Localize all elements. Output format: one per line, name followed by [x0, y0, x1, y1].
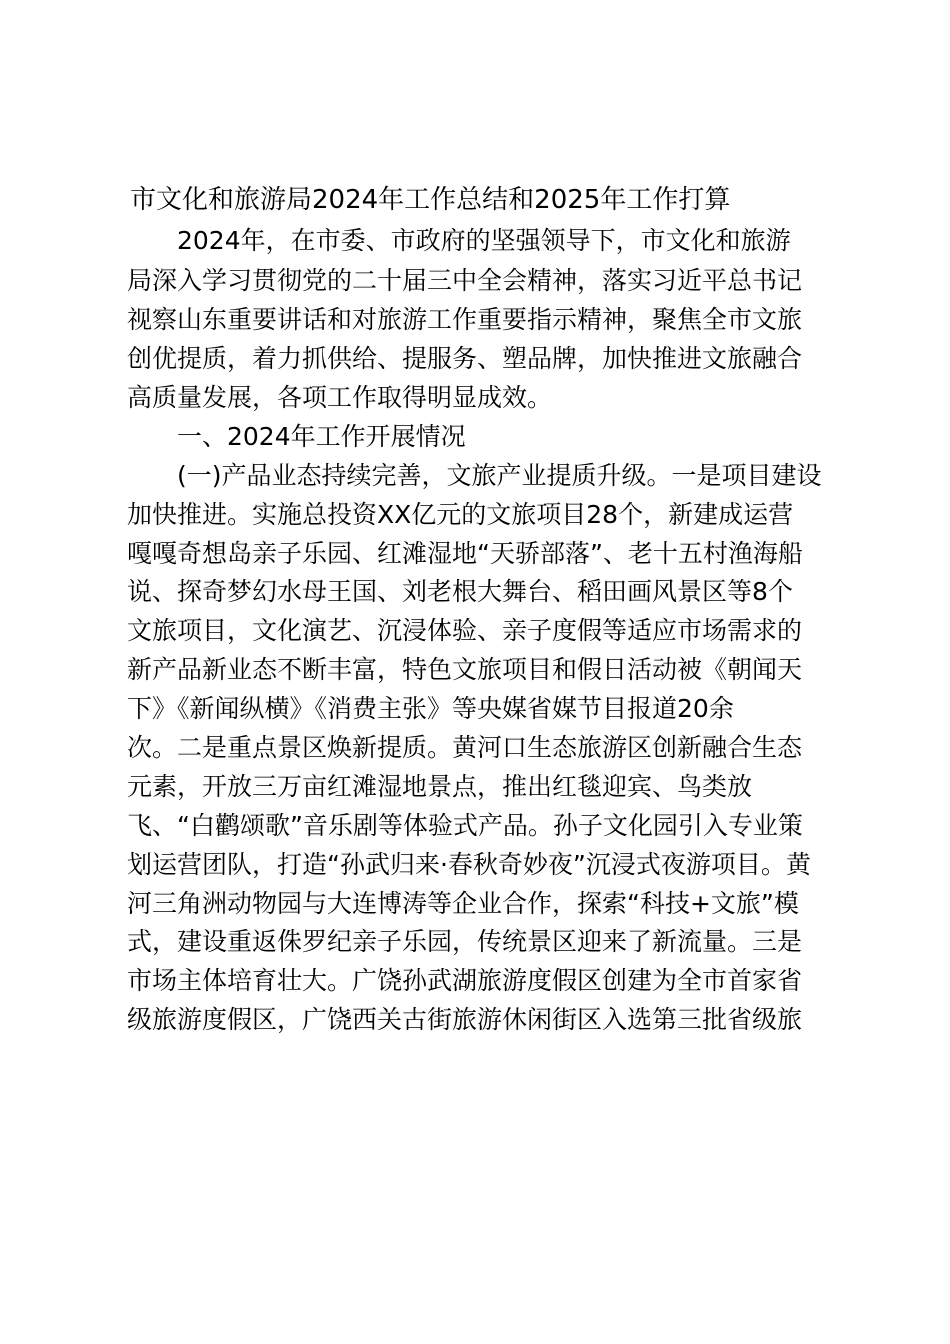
body-line: 一、2024年工作开展情况	[177, 422, 466, 451]
body-line: 级旅游度假区，广饶西关古街旅游休闲街区入选第三批省级旅	[127, 1005, 803, 1034]
body-line: (一)产品业态持续完善，文旅产业提质升级。一是项目建设	[177, 461, 822, 490]
body-line: 市场主体培育壮大。广饶孙武湖旅游度假区创建为全市首家省	[127, 966, 803, 995]
body-line: 创优提质，着力抓供给、提服务、塑品牌，加快推进文旅融合	[127, 344, 803, 373]
body-line: 2024年，在市委、市政府的坚强领导下，市文化和旅游	[177, 226, 791, 255]
body-line: 文旅项目，文化演艺、沉浸体验、亲子度假等适应市场需求的	[127, 616, 803, 645]
body-line: 次。二是重点景区焕新提质。黄河口生态旅游区创新融合生态	[127, 733, 803, 762]
body-line: 下》《新闻纵横》《消费主张》等央媒省媒节目报道20余	[127, 694, 734, 723]
body-line: 新产品新业态不断丰富，特色文旅项目和假日活动被《朝闻天	[127, 655, 803, 684]
body-line: 河三角洲动物园与大连博涛等企业合作，探索“科技+文旅”模	[127, 889, 799, 918]
body-line: 元素，开放三万亩红滩湿地景点，推出红毯迎宾、鸟类放	[127, 772, 753, 801]
body-line: 说、探奇梦幻水母王国、刘老根大舞台、稻田画风景区等8个	[127, 577, 793, 606]
body-line: 局深入学习贯彻党的二十届三中全会精神，落实习近平总书记	[127, 266, 803, 295]
body-line: 高质量发展，各项工作取得明显成效。	[127, 383, 553, 412]
body-line: 加快推进。实施总投资XX亿元的文旅项目28个，新建成运营	[127, 500, 794, 529]
body-line: 嘎嘎奇想岛亲子乐园、红滩湿地“天骄部落”、老十五村渔海船	[127, 539, 803, 568]
body-line: 式，建设重返侏罗纪亲子乐园，传统景区迎来了新流量。三是	[127, 927, 803, 956]
body-line: 视察山东重要讲话和对旅游工作重要指示精神，聚焦全市文旅	[127, 305, 803, 334]
document-title: 市文化和旅游局2024年工作总结和2025年工作打算	[130, 185, 731, 215]
body-line: 划运营团队，打造“孙武归来·春秋奇妙夜”沉浸式夜游项目。黄	[127, 850, 811, 879]
body-line: 飞、“白鹳颂歌”音乐剧等体验式产品。孙子文化园引入专业策	[127, 811, 803, 840]
